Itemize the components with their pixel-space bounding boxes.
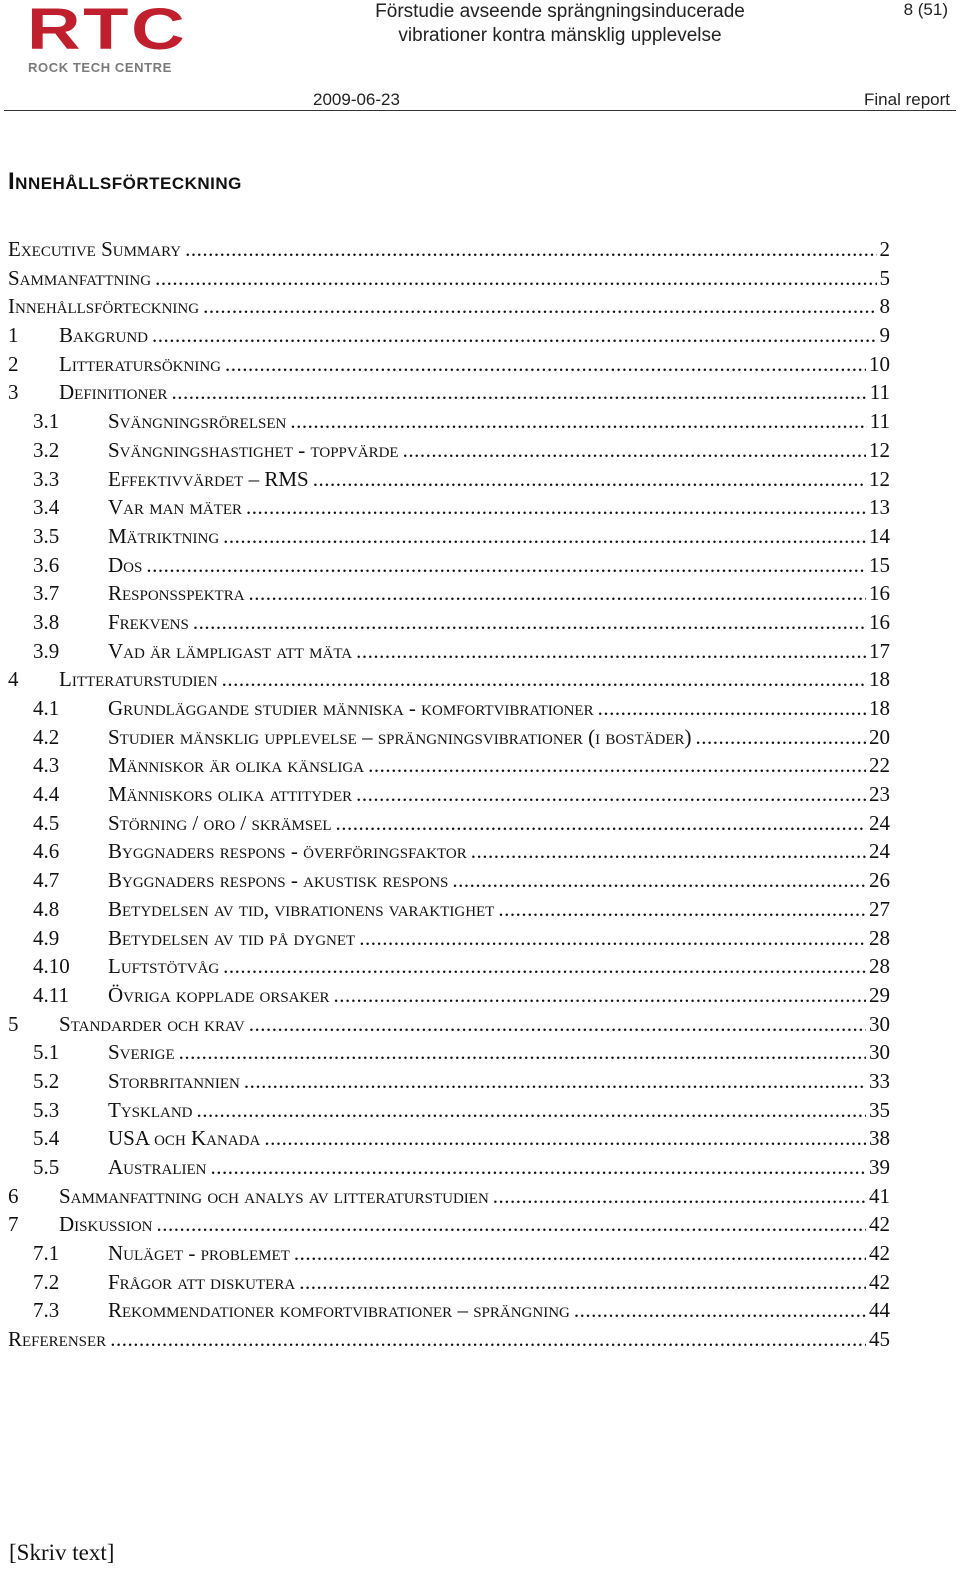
toc-entry-number: 4.3 — [33, 753, 60, 778]
toc-entry-title: Frågor att diskutera — [108, 1269, 296, 1294]
toc-entry-page: 35 — [869, 1097, 890, 1122]
table-of-contents — [8, 237, 890, 1356]
toc-entry-number: 4.11 — [33, 982, 69, 1007]
toc-entry-number: 3.4 — [33, 495, 60, 520]
toc-dot-leader — [155, 266, 876, 291]
toc-entry-page: 42 — [869, 1269, 890, 1294]
toc-dot-leader — [356, 639, 866, 664]
toc-entry-page: 10 — [869, 351, 890, 376]
toc-entry-page: 39 — [869, 1155, 890, 1179]
toc-dot-leader — [246, 495, 866, 520]
toc-entry-number: 7.1 — [33, 1241, 60, 1266]
toc-entry-title: Sammanfattning — [8, 265, 152, 290]
toc-entry[interactable] — [8, 1212, 890, 1241]
page-header — [0, 0, 960, 112]
toc-dot-leader — [452, 868, 866, 893]
document-title-line1: Förstudie avseende sprängningsinducerade — [375, 1, 745, 22]
toc-entry-number: 3 — [8, 380, 19, 405]
toc-entry-title: Störning / oro / skrämsel — [108, 810, 332, 835]
document-title — [330, 0, 790, 48]
toc-entry[interactable] — [8, 983, 890, 1012]
toc-dot-leader — [193, 610, 866, 635]
toc-entry[interactable] — [8, 1184, 890, 1213]
toc-entry[interactable] — [8, 1012, 890, 1041]
toc-dot-leader — [403, 438, 866, 463]
toc-entry[interactable] — [8, 954, 890, 983]
toc-dot-leader — [299, 1270, 866, 1295]
logo-mark: RTC — [27, 0, 188, 62]
toc-entry-number: 1 — [8, 323, 19, 348]
toc-entry[interactable] — [8, 1270, 890, 1299]
toc-entry-number: 3.3 — [33, 466, 60, 491]
toc-entry-title: Australien — [108, 1155, 207, 1179]
toc-entry-title: Byggnaders respons - överföringsfaktor — [108, 839, 467, 864]
toc-entry-title: Svängningsrörelsen — [108, 409, 287, 434]
toc-entry-title: Definitioner — [59, 380, 168, 405]
toc-entry-number: 4.1 — [33, 696, 60, 720]
toc-entry-page: 26 — [869, 868, 890, 893]
toc-dot-leader — [493, 1184, 866, 1209]
toc-entry-number: 3.6 — [33, 552, 60, 577]
toc-entry-number: 3.7 — [33, 581, 60, 606]
toc-entry-page: 14 — [869, 523, 890, 548]
toc-dot-leader — [171, 380, 866, 405]
toc-entry[interactable] — [8, 639, 890, 668]
logo-subtitle: ROCK TECH CENTRE — [28, 60, 172, 75]
toc-entry-page: 22 — [869, 753, 890, 778]
toc-dot-leader — [368, 753, 866, 778]
toc-dot-leader — [336, 811, 866, 836]
toc-dot-leader — [334, 983, 866, 1008]
toc-entry-title: Människor är olika känsliga — [108, 753, 365, 778]
toc-dot-leader — [222, 667, 866, 692]
toc-dot-leader — [359, 926, 866, 951]
toc-dot-leader — [197, 1098, 867, 1123]
toc-entry-page: 18 — [869, 696, 890, 720]
toc-entry[interactable] — [8, 524, 890, 553]
toc-entry-number: 4.2 — [33, 724, 60, 749]
toc-entry-page: 29 — [869, 982, 890, 1007]
rtc-logo — [27, 0, 213, 75]
toc-entry[interactable] — [8, 926, 890, 955]
toc-entry-title: Grundläggande studier människa - komfortvibrationer — [108, 696, 594, 720]
document-date: 2009-06-23 — [313, 90, 400, 109]
toc-entry[interactable] — [8, 581, 890, 610]
toc-entry-page: 15 — [869, 552, 890, 577]
toc-entry[interactable] — [8, 868, 890, 897]
toc-entry-title: Sverige — [108, 1040, 175, 1065]
toc-dot-leader — [290, 409, 866, 434]
toc-entry[interactable] — [8, 725, 890, 754]
toc-entry-title: Nuläget - problemet — [108, 1241, 290, 1266]
toc-entry-title: Betydelsen av tid, vibrationens varaktighet — [108, 896, 495, 921]
toc-entry-number: 3.1 — [33, 409, 60, 434]
toc-entry-number: 7.3 — [33, 1298, 60, 1323]
toc-entry-number: 5.1 — [33, 1040, 60, 1065]
toc-dot-leader — [223, 954, 866, 979]
toc-entry-title: Vad är lämpligast att mäta — [108, 638, 353, 663]
toc-entry[interactable] — [8, 553, 890, 582]
toc-entry-number: 5 — [8, 1011, 19, 1036]
toc-entry-number: 7 — [8, 1212, 19, 1237]
toc-entry-number: 4.8 — [33, 896, 60, 921]
toc-entry-title: Responsspektra — [108, 581, 245, 606]
toc-entry[interactable] — [8, 1155, 890, 1184]
toc-entry-page: 16 — [869, 609, 890, 634]
toc-entry-number: 5.5 — [33, 1155, 60, 1179]
toc-entry-number: 3.5 — [33, 523, 60, 548]
toc-entry-number: 5.2 — [33, 1068, 60, 1093]
toc-entry[interactable] — [8, 1241, 890, 1270]
toc-entry-title: Människors olika attityder — [108, 782, 353, 807]
toc-entry[interactable] — [8, 294, 890, 323]
toc-entry[interactable] — [8, 839, 890, 868]
toc-entry-number: 7.2 — [33, 1269, 60, 1294]
toc-entry-title: Frekvens — [108, 609, 189, 634]
toc-entry[interactable] — [8, 1040, 890, 1069]
toc-entry-page: 16 — [869, 581, 890, 606]
toc-entry-page: 27 — [869, 896, 890, 921]
toc-entry-page: 11 — [869, 380, 890, 405]
toc-entry-page: 44 — [869, 1298, 890, 1323]
toc-entry-number: 2 — [8, 351, 19, 376]
toc-entry-title: Svängningshastighet - toppvärde — [108, 437, 399, 462]
toc-entry-page: 33 — [869, 1068, 890, 1093]
toc-entry[interactable] — [8, 495, 890, 524]
toc-entry-number: 4.5 — [33, 810, 60, 835]
toc-entry-page: 42 — [869, 1212, 890, 1237]
toc-entry-title: Litteratursökning — [59, 351, 221, 376]
toc-dot-leader — [223, 524, 866, 549]
toc-entry[interactable] — [8, 811, 890, 840]
toc-dot-leader — [225, 352, 866, 377]
toc-entry-page: 41 — [869, 1183, 890, 1208]
toc-entry-page: 23 — [869, 782, 890, 807]
toc-entry-title: Mätriktning — [108, 523, 220, 548]
toc-entry-title: Litteraturstudien — [59, 667, 218, 692]
toc-entry-page: 18 — [869, 667, 890, 692]
toc-entry-page: 17 — [869, 638, 890, 663]
toc-dot-leader — [356, 782, 866, 807]
toc-entry[interactable] — [8, 266, 890, 295]
toc-entry-page: 24 — [869, 810, 890, 835]
toc-entry-number: 4.6 — [33, 839, 60, 864]
toc-entry-page: 2 — [879, 237, 890, 261]
toc-entry-title: Var man mäter — [108, 495, 243, 520]
toc-entry[interactable] — [8, 467, 890, 496]
toc-entry-title: Tyskland — [108, 1097, 193, 1122]
toc-entry-number: 3.9 — [33, 638, 60, 663]
toc-entry[interactable] — [8, 380, 890, 409]
toc-entry-number: 5.4 — [33, 1126, 60, 1151]
toc-entry-number: 5.3 — [33, 1097, 60, 1122]
toc-dot-leader — [110, 1327, 866, 1352]
toc-entry[interactable] — [8, 1098, 890, 1127]
toc-entry[interactable] — [8, 1298, 890, 1327]
toc-entry[interactable] — [8, 438, 890, 467]
toc-entry-title: Standarder och krav — [59, 1011, 245, 1036]
toc-entry-page: 13 — [869, 495, 890, 520]
toc-dot-leader — [203, 294, 876, 319]
toc-entry-title: USA och Kanada — [108, 1126, 261, 1151]
toc-entry-number: 4.7 — [33, 868, 60, 893]
toc-entry-number: 4.4 — [33, 782, 60, 807]
toc-entry-title: Luftstötvåg — [108, 954, 220, 979]
toc-dot-leader — [244, 1069, 866, 1094]
toc-entry-title: Sammanfattning och analys av litteraturstudien — [59, 1183, 489, 1208]
toc-entry-page: 8 — [879, 294, 890, 319]
toc-entry[interactable] — [8, 897, 890, 926]
toc-entry[interactable] — [8, 753, 890, 782]
toc-entry[interactable] — [8, 323, 890, 352]
toc-entry-page: 9 — [879, 323, 890, 348]
report-type: Final report — [864, 90, 950, 109]
toc-dot-leader — [471, 839, 866, 864]
toc-entry[interactable] — [8, 352, 890, 381]
toc-dot-leader — [696, 725, 866, 750]
toc-entry-title: Övriga kopplade orsaker — [108, 982, 330, 1007]
toc-dot-leader — [598, 696, 866, 721]
toc-entry[interactable] — [8, 696, 890, 725]
toc-dot-leader — [294, 1241, 866, 1266]
toc-dot-leader — [313, 467, 866, 492]
toc-dot-leader — [574, 1298, 866, 1323]
toc-entry[interactable] — [8, 237, 890, 266]
toc-entry-title: Betydelsen av tid på dygnet — [108, 925, 356, 950]
footer-placeholder: [Skriv text] — [9, 1540, 115, 1565]
toc-entry[interactable] — [8, 782, 890, 811]
document-title-line2: vibrationer kontra mänsklig upplevelse — [398, 25, 722, 46]
toc-heading: Innehållsförteckning — [8, 168, 242, 195]
toc-entry-page: 12 — [869, 437, 890, 462]
toc-entry-number: 6 — [8, 1183, 19, 1208]
page-number: 8 (51) — [903, 0, 948, 19]
header-divider — [4, 110, 956, 111]
toc-entry-page: 28 — [869, 925, 890, 950]
toc-entry[interactable] — [8, 610, 890, 639]
toc-dot-leader — [264, 1126, 866, 1151]
toc-entry-page: 11 — [869, 409, 890, 434]
toc-dot-leader — [211, 1155, 867, 1180]
toc-entry-number: 4 — [8, 667, 19, 692]
toc-dot-leader — [146, 553, 866, 578]
toc-entry-page: 45 — [869, 1327, 890, 1352]
toc-entry-page: 12 — [869, 466, 890, 491]
toc-entry-page: 28 — [869, 954, 890, 979]
toc-entry-number: 4.10 — [33, 954, 70, 979]
toc-dot-leader — [249, 581, 866, 606]
toc-dot-leader — [179, 1040, 866, 1065]
toc-entry[interactable] — [8, 1327, 890, 1356]
toc-entry-title: Effektivvärdet – RMS — [108, 466, 309, 491]
toc-entry-title: Storbritannien — [108, 1068, 240, 1093]
toc-entry[interactable] — [8, 409, 890, 438]
toc-entry[interactable] — [8, 1126, 890, 1155]
toc-dot-leader — [185, 237, 876, 262]
toc-entry-title: Dos — [108, 552, 143, 577]
toc-entry-title: Innehållsförteckning — [8, 294, 200, 319]
toc-entry-title: Studier mänsklig upplevelse – sprängningsvibrationer (i bostäder) — [108, 724, 692, 749]
toc-entry[interactable] — [8, 1069, 890, 1098]
toc-entry-page: 5 — [879, 265, 890, 290]
toc-dot-leader — [498, 897, 866, 922]
toc-entry-page: 24 — [869, 839, 890, 864]
toc-entry-title: Executive Summary — [8, 237, 182, 261]
toc-entry-number: 3.2 — [33, 437, 60, 462]
toc-dot-leader — [157, 1212, 866, 1237]
toc-entry-number: 4.9 — [33, 925, 60, 950]
toc-entry-title: Bakgrund — [59, 323, 149, 348]
toc-dot-leader — [249, 1012, 866, 1037]
toc-entry-page: 42 — [869, 1241, 890, 1266]
toc-entry-title: Rekommendationer komfortvibrationer – sprängning — [108, 1298, 570, 1323]
toc-entry[interactable] — [8, 667, 890, 696]
toc-entry-page: 30 — [869, 1040, 890, 1065]
toc-entry-page: 30 — [869, 1011, 890, 1036]
toc-entry-page: 20 — [869, 724, 890, 749]
toc-entry-title: Byggnaders respons - akustisk respons — [108, 868, 449, 893]
toc-entry-number: 3.8 — [33, 609, 60, 634]
toc-entry-title: Referenser — [8, 1327, 107, 1352]
toc-entry-title: Diskussion — [59, 1212, 153, 1237]
toc-dot-leader — [152, 323, 876, 348]
toc-entry-page: 38 — [869, 1126, 890, 1151]
